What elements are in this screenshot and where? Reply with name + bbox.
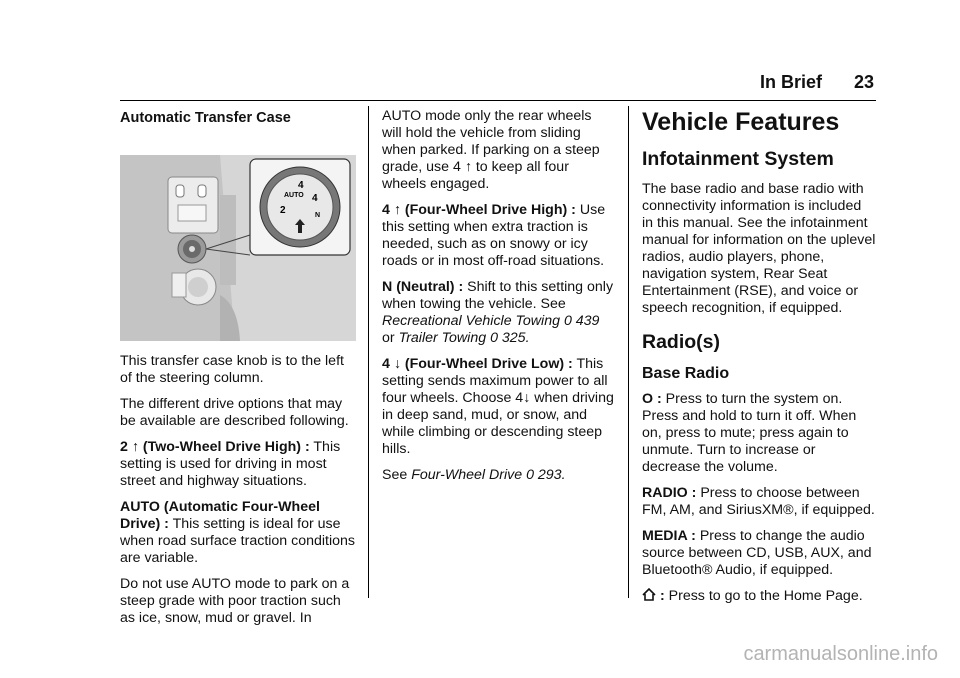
knob-four-high-label: 4: [298, 180, 304, 191]
transfer-case-illustration: [120, 155, 356, 341]
transfer-case-figure: [120, 155, 356, 341]
section-heading: Automatic Transfer Case: [120, 110, 291, 126]
radio-text: Press to choose between FM, AM, and SiriusXM®, if equipped.: [642, 485, 875, 518]
power-label: O :: [642, 391, 662, 407]
or-text: or: [382, 330, 395, 346]
knob-two-label: 2: [280, 205, 286, 216]
four-high-label: 4 ↑ (Four-Wheel Drive High) :: [382, 202, 576, 218]
column-divider-2: [628, 106, 629, 598]
four-low-text: This setting sends maximum power to all four wheels. Choose 4↓ when driving in deep sand, mud, or snow, and while climbing or descending steep hills.: [382, 356, 614, 457]
base-radio-heading: Base Radio: [642, 365, 730, 382]
trailer-towing-page: 0 325.: [490, 330, 530, 346]
page-number: 23: [853, 72, 874, 92]
column-3: [642, 108, 876, 614]
figure-caption: This transfer case knob is to the left of the steering column.: [120, 353, 344, 386]
media-entry: [642, 528, 876, 579]
knob-auto-label: AUTO: [284, 192, 304, 199]
power-entry: [642, 391, 876, 476]
four-high-text: Use this setting when extra traction is needed, such as on snowy or icy roads or in most off-road situations.: [382, 202, 606, 269]
two-high-text: This setting is used for driving in most street and highway situations.: [120, 439, 341, 489]
see-fwd-entry: [382, 467, 614, 484]
column-1: [120, 108, 356, 636]
home-icon: [642, 588, 656, 601]
auto-entry: [120, 499, 356, 567]
header-rule: [120, 100, 876, 101]
auto-text: This setting is ideal for use when road surface traction conditions are variable.: [120, 516, 356, 566]
neutral-entry: [382, 279, 614, 347]
infotainment-heading: Infotainment System: [642, 148, 834, 170]
four-high-entry: [382, 202, 614, 270]
power-text: Press to turn the system on. Press and hold to turn it off. When on, press to mute; press again to unmute. Turn to increase or decrease the volume.: [642, 391, 857, 475]
four-wheel-drive-link[interactable]: Four-Wheel Drive: [411, 467, 523, 483]
media-label: MEDIA :: [642, 528, 696, 544]
knob-n-label: N: [315, 212, 321, 219]
media-text: Press to change the audio source between CD, USB, AUX, and Bluetooth® Audio, if equipped.: [642, 528, 872, 578]
trailer-towing-link[interactable]: Trailer Towing: [398, 330, 487, 346]
rv-towing-link[interactable]: Recreational Vehicle Towing: [382, 313, 560, 329]
column-divider-1: [368, 106, 369, 598]
vehicle-features-title: Vehicle Features: [642, 108, 840, 136]
two-high-entry: [120, 439, 356, 490]
knob-four-low-label: 4: [312, 193, 318, 204]
four-wheel-drive-page: 0 293.: [526, 467, 566, 483]
two-high-label: 2 ↑ (Two-Wheel Drive High) :: [120, 439, 310, 455]
auto-label: AUTO (Automatic Four-Wheel Drive) :: [120, 499, 320, 532]
four-low-label: 4 ↓ (Four-Wheel Drive Low) :: [382, 356, 573, 372]
radio-entry: [642, 485, 876, 519]
see-text: See: [382, 467, 408, 483]
watermark: carmanualsonline.info: [743, 643, 938, 665]
auto-warning: Do not use AUTO mode to park on a steep grade with poor traction such as ice, snow, mud or gravel. In: [120, 576, 350, 626]
home-text: Press to go to the Home Page.: [668, 588, 863, 604]
page-header: [760, 72, 874, 93]
column-2: [382, 108, 614, 493]
home-entry: [642, 588, 876, 605]
radios-heading: Radio(s): [642, 331, 720, 353]
four-low-entry: [382, 356, 614, 458]
infotainment-paragraph: The base radio and base radio with connectivity information is included in this manual. See the infotainment manual for information on the uplevel radios, audio players, phone, navigation system, Rear Seat Entertainment (RSE), and voice or speech recognition, if equipped.: [642, 181, 876, 316]
section-title: In Brief: [759, 72, 822, 92]
continued-text: AUTO mode only the rear wheels will hold the vehicle from sliding when parked. If parking on a steep grade, use 4 ↑ to keep all four wheels engaged.: [382, 108, 600, 192]
home-colon: :: [659, 588, 665, 604]
neutral-label: N (Neutral) :: [382, 279, 464, 295]
neutral-text: Shift to this setting only when towing the vehicle. See: [382, 279, 614, 312]
radio-label: RADIO :: [642, 485, 697, 501]
rv-towing-page: 0 439: [563, 313, 600, 329]
intro-paragraph: The different drive options that may be available are described following.: [120, 396, 349, 429]
